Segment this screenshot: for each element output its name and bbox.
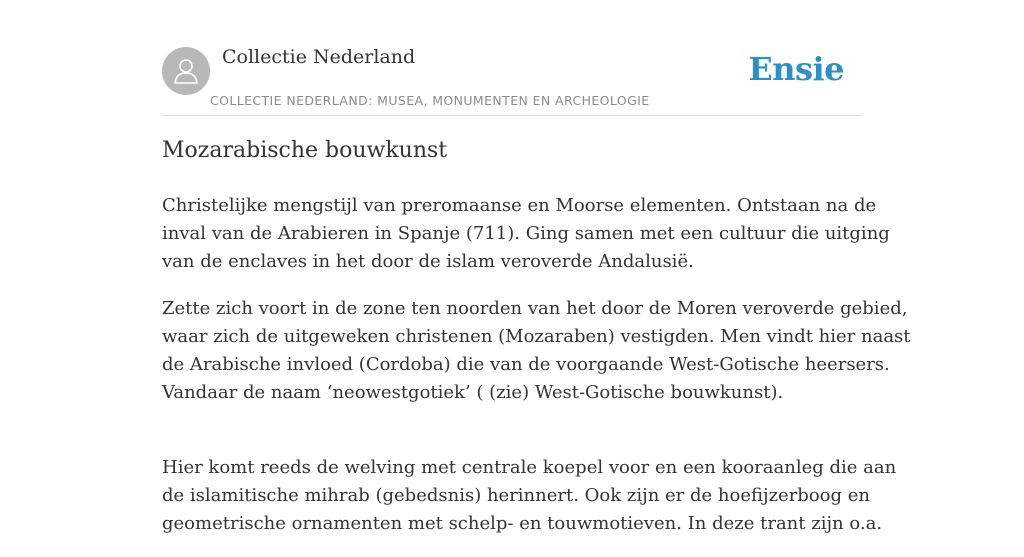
author-name[interactable]: Collectie Nederland [222, 46, 416, 68]
text-line: de Arabische invloed (Cordoba) die van de voorgaande West-Gotische heersers. [162, 354, 890, 375]
ensie-logo[interactable]: Ensie [748, 50, 844, 88]
paragraph-1 [162, 192, 890, 276]
text-line: Zette zich voort in de zone ten noorden van het door de Moren veroverde gebied, [162, 298, 908, 319]
text-line: Christelijke mengstijl van preromaanse en Moorse elementen. Ontstaan na de [162, 195, 877, 216]
collection-name[interactable]: COLLECTIE NEDERLAND: MUSEA, MONUMENTEN EN ARCHEOLOGIE [210, 93, 650, 108]
paragraph-2 [162, 295, 911, 407]
paragraph-3 [162, 454, 897, 538]
paragraph-spacer [162, 426, 862, 454]
article-body [162, 192, 911, 557]
text-line: waar zich de uitgeweken christenen (Mozaraben) vestigden. Men vindt hier naast [162, 326, 911, 347]
avatar[interactable] [162, 47, 210, 95]
text-line: de islamitische mihrab (gebedsnis) herinnert. Ook zijn er de hoefijzerboog en [162, 485, 870, 506]
user-icon [171, 56, 201, 86]
page-title: Mozarabische bouwkunst [162, 138, 448, 163]
text-line: inval van de Arabieren in Spanje (711). Ging samen met een cultuur die uitging [162, 223, 890, 244]
text-line: van de enclaves in het door de islam veroverde Andalusië. [162, 251, 694, 272]
text-line: Vandaar de naam ‘neowestgotiek’ ( (zie) West-Gotische bouwkunst). [162, 382, 784, 403]
text-line: Hier komt reeds de welving met centrale koepel voor en een kooraanleg die aan [162, 457, 897, 478]
article-header [162, 40, 862, 116]
text-line: geometrische ornamenten met schelp- en touwmotieven. In deze trant zijn o.a. [162, 513, 883, 534]
